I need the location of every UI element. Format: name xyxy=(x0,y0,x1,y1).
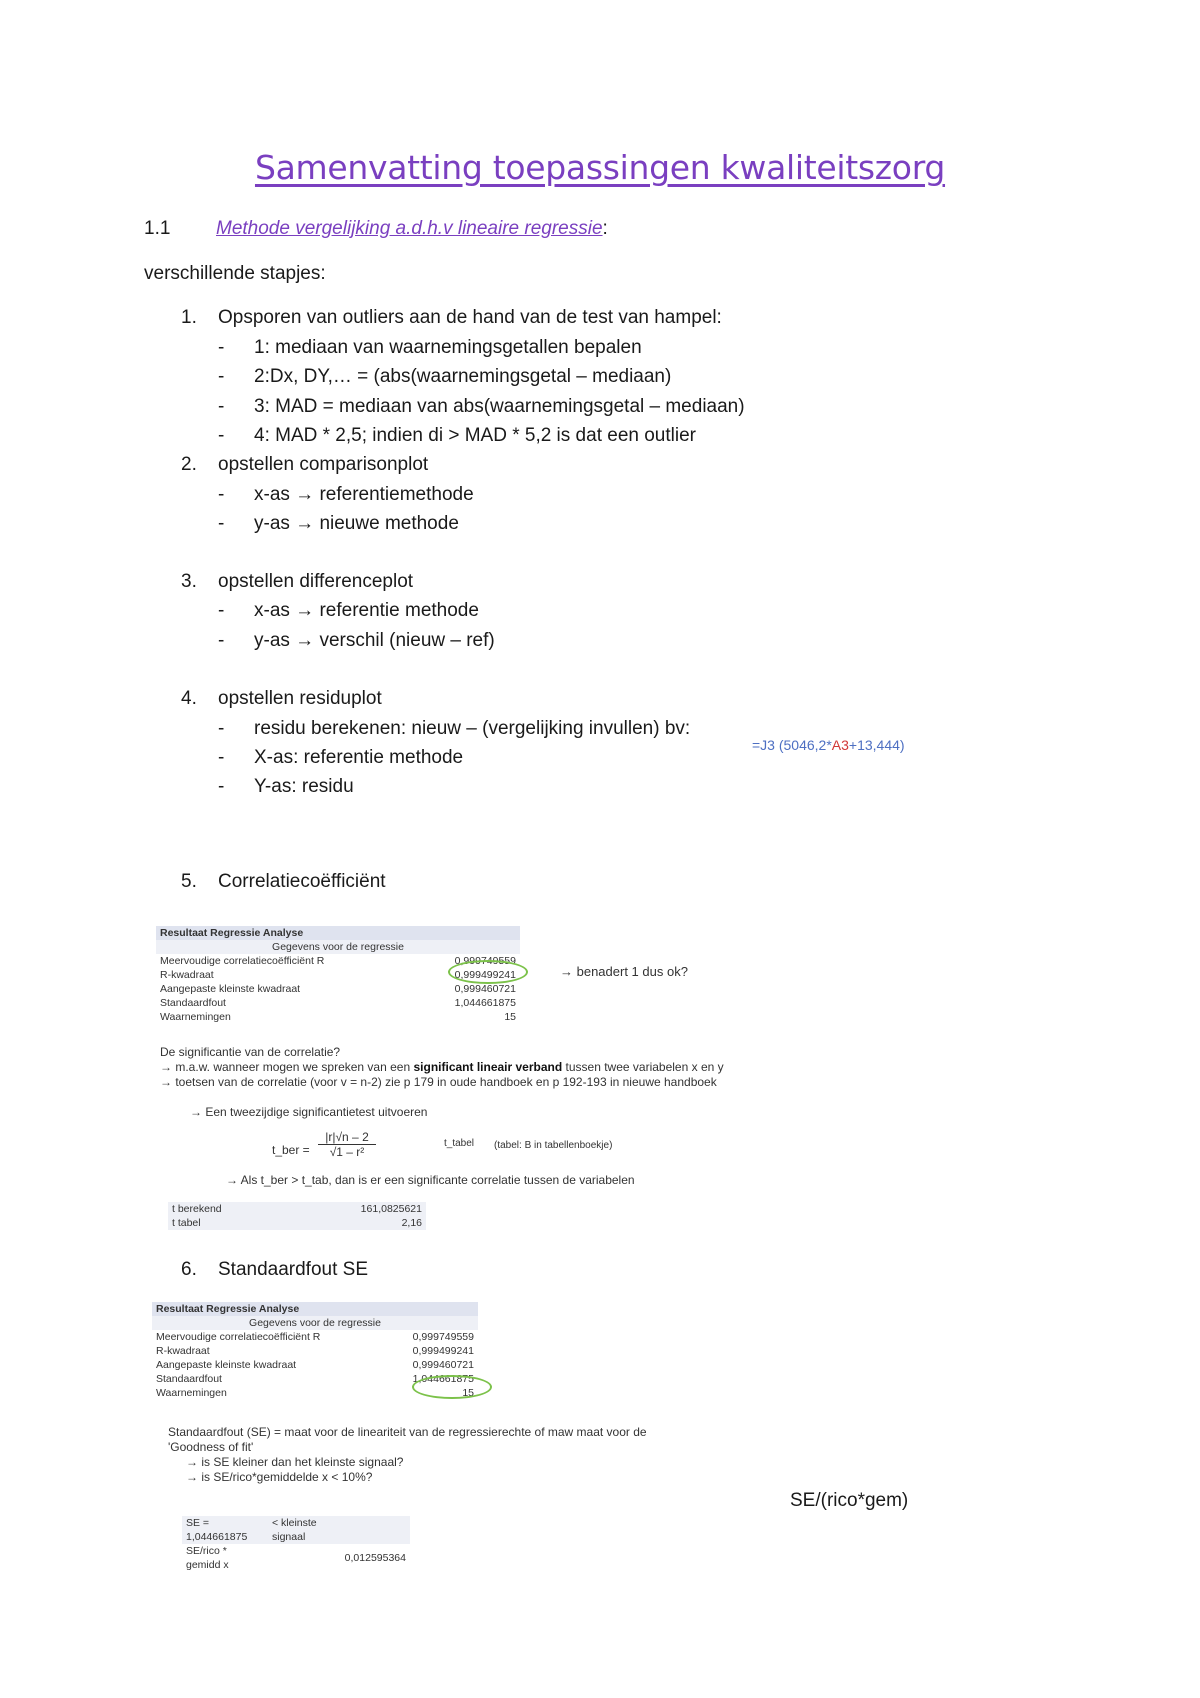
step-2-item xyxy=(218,484,474,506)
section-number: 1.1 xyxy=(144,218,171,239)
t-formula-denominator: √1 – r² xyxy=(318,1144,376,1159)
step-2-item xyxy=(218,513,459,535)
corr-note-bold: significant lineair verband xyxy=(413,1060,563,1074)
dash: - xyxy=(218,600,225,621)
dash: - xyxy=(218,513,225,534)
dash: - xyxy=(218,425,225,446)
step-item-text: x-as → referentie methode xyxy=(254,600,479,621)
step-4-item xyxy=(218,718,690,740)
dash: - xyxy=(218,396,225,417)
dash: - xyxy=(218,484,225,505)
se-formula-note: SE/(rico*gem) xyxy=(790,1490,909,1511)
t-formula xyxy=(318,1130,376,1159)
table-cell: 2,16 xyxy=(285,1216,426,1230)
t-tabel-label: t_tabel xyxy=(444,1138,475,1149)
table-cell: 1,044661875 xyxy=(454,997,516,1009)
formula-prefix: =J3 (5046,2* xyxy=(752,737,832,753)
step-title: Correlatiecoëfficiënt xyxy=(218,871,386,892)
step-4-item xyxy=(218,747,463,769)
step-1-item xyxy=(218,366,671,388)
step-title: Opsporen van outliers aan de hand van de test van hampel: xyxy=(218,307,722,328)
step-3-item xyxy=(218,600,479,622)
table-cell: 0,999499241 xyxy=(454,969,516,981)
formula-cell-ref: A3 xyxy=(831,737,849,753)
step-3 xyxy=(181,571,413,593)
step-number: 3. xyxy=(181,571,197,592)
table-cell: Aangepaste kleinste kwadraat xyxy=(160,983,301,995)
table-cell: R-kwadraat xyxy=(156,1345,210,1357)
table-cell: 0,999749559 xyxy=(454,955,516,967)
step-item-text: 4: MAD * 2,5; indien di > MAD * 5,2 is dat een outlier xyxy=(254,425,696,446)
step-item-text: y-as → verschil (nieuw – ref) xyxy=(254,630,495,651)
dash: - xyxy=(218,366,225,387)
step-title: opstellen comparisonplot xyxy=(218,454,429,475)
table-cell xyxy=(268,1544,341,1572)
t-ber-label: t_ber = xyxy=(272,1143,310,1157)
step-item-text: X-as: referentie methode xyxy=(254,747,464,768)
table-cell: SE = 1,044661875 xyxy=(182,1516,268,1544)
step-item-text: 1: mediaan van waarnemingsgetallen bepalen xyxy=(254,337,642,358)
table-cell: 0,999499241 xyxy=(412,1345,474,1357)
se-check-table xyxy=(182,1516,410,1572)
table-cell: 15 xyxy=(504,1011,516,1023)
table-title: Resultaat Regressie Analyse xyxy=(156,926,520,940)
corr-question: De significantie van de correlatie? xyxy=(160,1045,341,1059)
step-4-item xyxy=(218,776,354,798)
t-formula-numerator: |r|√n – 2 xyxy=(325,1130,369,1144)
table-cell: 161,0825621 xyxy=(285,1202,426,1216)
step-4 xyxy=(181,688,382,710)
section-colon: : xyxy=(602,218,608,239)
table-cell: R-kwadraat xyxy=(160,969,214,981)
step-1 xyxy=(181,307,722,329)
table-cell: 0,999749559 xyxy=(412,1331,474,1343)
step-item-text: residu berekenen: nieuw – (vergelijking invullen) bv: xyxy=(254,718,691,739)
step-1-item xyxy=(218,425,696,447)
table-cell: Waarnemingen xyxy=(160,1011,231,1023)
table-cell: Standaardfout xyxy=(160,997,226,1009)
se-note: → is SE/rico*gemiddelde x < 10%? xyxy=(186,1470,373,1484)
table-cell: t berekend xyxy=(168,1202,285,1216)
formula-suffix: +13,444) xyxy=(848,737,905,753)
step-item-text: Y-as: residu xyxy=(254,776,354,797)
dash: - xyxy=(218,630,225,651)
table-subtitle: Gegevens voor de regressie xyxy=(152,1316,478,1330)
table-cell: < kleinste signaal xyxy=(268,1516,341,1544)
step-number: 1. xyxy=(181,307,197,328)
se-note: 'Goodness of fit' xyxy=(168,1440,254,1454)
section-link[interactable]: Methode vergelijking a.d.h.v lineaire regressie xyxy=(216,218,603,239)
table-cell: 0,012595364 xyxy=(344,1552,406,1564)
table-cell xyxy=(341,1516,410,1544)
corr-conclusion: → Als t_ber > t_tab, dan is er een significante correlatie tussen de variabelen xyxy=(226,1173,635,1187)
table-cell: Meervoudige correlatiecoëfficiënt R xyxy=(160,955,325,967)
table-subtitle: Gegevens voor de regressie xyxy=(156,940,520,954)
corr-note: → Een tweezijdige significantietest uitvoeren xyxy=(190,1105,428,1119)
step-6 xyxy=(181,1259,368,1281)
step-item-text: x-as → referentiemethode xyxy=(254,484,474,505)
table-cell: SE/rico * gemidd x xyxy=(186,1545,229,1571)
step-title: Standaardfout SE xyxy=(218,1259,368,1280)
table-cell: Aangepaste kleinste kwadraat xyxy=(156,1359,297,1371)
step-number: 4. xyxy=(181,688,197,709)
step-item-text: 3: MAD = mediaan van abs(waarnemingsgetal – mediaan) xyxy=(254,396,745,417)
step-title: opstellen residuplot xyxy=(218,688,382,709)
corr-note xyxy=(160,1060,724,1074)
step-title: opstellen differenceplot xyxy=(218,571,414,592)
page-title: Samenvatting toepassingen kwaliteitszorg xyxy=(254,148,946,187)
table-cell: 1,044661875 xyxy=(412,1373,474,1385)
table-title: Resultaat Regressie Analyse xyxy=(152,1302,478,1316)
table-cell: Standaardfout xyxy=(156,1373,222,1385)
section-heading xyxy=(144,218,608,240)
highlight-circle xyxy=(448,960,528,984)
excel-formula xyxy=(752,737,905,753)
step-number: 5. xyxy=(181,871,197,892)
corr-note: → toetsen van de correlatie (voor v = n-2) zie p 179 in oude handboek en p 192-193 in nieuwe handboek xyxy=(160,1075,717,1089)
step-item-text: 2:Dx, DY,… = (abs(waarnemingsgetal – mediaan) xyxy=(254,366,672,387)
step-number: 2. xyxy=(181,454,197,475)
table-cell: Waarnemingen xyxy=(156,1387,227,1399)
dash: - xyxy=(218,776,225,797)
step-5 xyxy=(181,871,386,893)
intro-text: verschillende stapjes: xyxy=(144,263,326,284)
step-item-text: y-as → nieuwe methode xyxy=(254,513,459,534)
dash: - xyxy=(218,337,225,358)
dash: - xyxy=(218,747,225,768)
table-cell: 0,999460721 xyxy=(412,1359,474,1371)
corr-note-part: tussen twee variabelen x en y xyxy=(562,1060,724,1074)
dash: - xyxy=(218,718,225,739)
arrow-note: → benadert 1 dus ok? xyxy=(560,964,688,979)
step-number: 6. xyxy=(181,1259,197,1280)
step-3-item xyxy=(218,630,495,652)
step-1-item xyxy=(218,396,745,418)
se-note: Standaardfout (SE) = maat voor de lineariteit van de regressierechte of maw maat voor de xyxy=(168,1425,647,1439)
highlight-circle xyxy=(412,1375,492,1399)
table-cell: 0,999460721 xyxy=(454,983,516,995)
se-note: → is SE kleiner dan het kleinste signaal? xyxy=(186,1455,404,1469)
table-cell: 15 xyxy=(462,1387,474,1399)
table-cell: t tabel xyxy=(168,1216,285,1230)
t-tabel-note: (tabel: B in tabellenboekje) xyxy=(494,1140,613,1151)
t-test-table xyxy=(168,1202,426,1230)
table-cell: Meervoudige correlatiecoëfficiënt R xyxy=(156,1331,321,1343)
step-2 xyxy=(181,454,428,476)
corr-note-part: → m.a.w. wanneer mogen we spreken van een xyxy=(160,1060,414,1074)
step-1-item xyxy=(218,337,642,359)
